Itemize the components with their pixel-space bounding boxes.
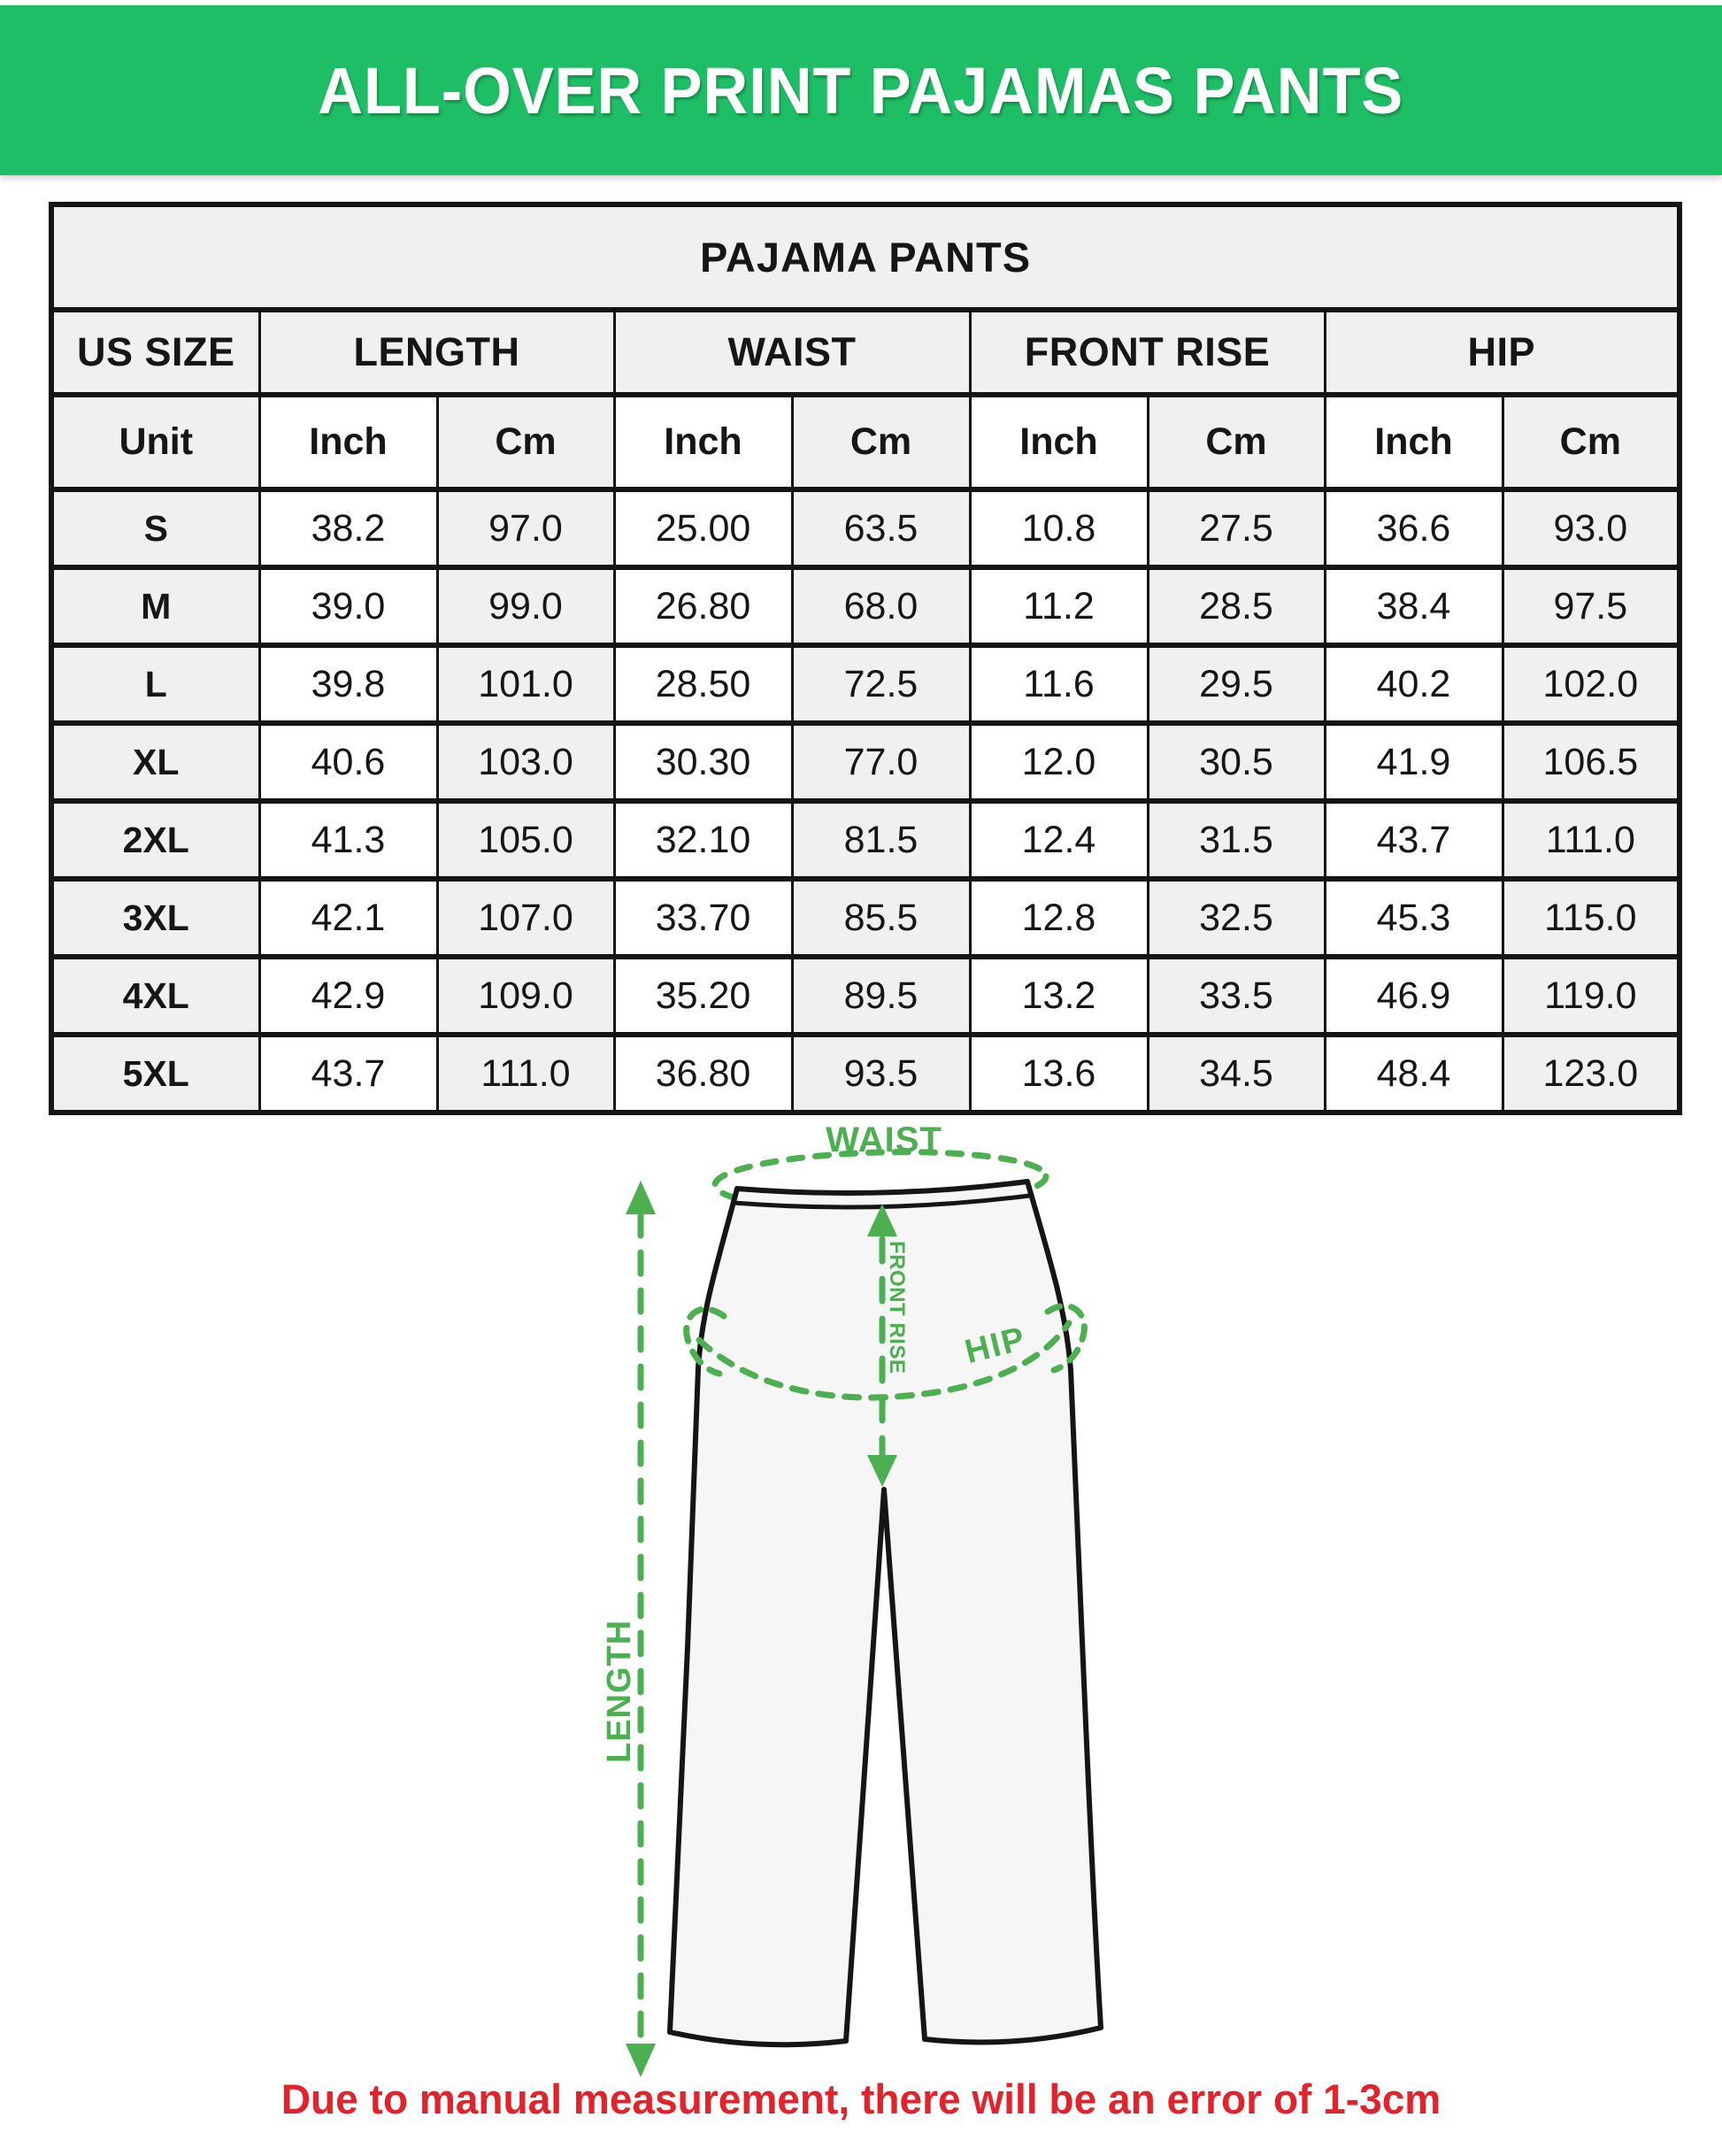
size-cell: 2XL xyxy=(51,801,259,879)
unit-cell: Inch xyxy=(614,395,792,489)
value-cell: 102.0 xyxy=(1503,645,1680,723)
value-cell: 25.00 xyxy=(614,489,792,567)
value-cell: 26.80 xyxy=(614,567,792,645)
value-cell: 43.7 xyxy=(1325,801,1503,879)
unit-cell: Unit xyxy=(51,395,259,489)
value-cell: 30.30 xyxy=(614,723,792,801)
value-cell: 93.0 xyxy=(1503,489,1680,567)
length-arrow-down xyxy=(626,2044,656,2077)
value-cell: 103.0 xyxy=(437,723,614,801)
value-cell: 81.5 xyxy=(792,801,970,879)
value-cell: 11.6 xyxy=(970,645,1148,723)
length-arrow-up xyxy=(626,1181,656,1214)
col-header-hip: HIP xyxy=(1325,310,1680,395)
unit-cell: Inch xyxy=(970,395,1148,489)
unit-cell: Inch xyxy=(259,395,437,489)
value-cell: 43.7 xyxy=(259,1035,437,1113)
value-cell: 89.5 xyxy=(792,957,970,1035)
value-cell: 29.5 xyxy=(1148,645,1325,723)
value-cell: 68.0 xyxy=(792,567,970,645)
value-cell: 48.4 xyxy=(1325,1035,1503,1113)
value-cell: 123.0 xyxy=(1503,1035,1680,1113)
value-cell: 33.70 xyxy=(614,879,792,957)
value-cell: 111.0 xyxy=(1503,801,1680,879)
col-header-front-rise: FRONT RISE xyxy=(970,310,1325,395)
value-cell: 36.6 xyxy=(1325,489,1503,567)
value-cell: 10.8 xyxy=(970,489,1148,567)
value-cell: 105.0 xyxy=(437,801,614,879)
size-cell: M xyxy=(51,567,259,645)
measurement-disclaimer: Due to manual measurement, there will be an error of 1-3cm xyxy=(281,2075,1441,2122)
value-cell: 30.5 xyxy=(1148,723,1325,801)
value-cell: 99.0 xyxy=(437,567,614,645)
value-cell: 13.6 xyxy=(970,1035,1148,1113)
unit-cell: Cm xyxy=(1503,395,1680,489)
value-cell: 63.5 xyxy=(792,489,970,567)
value-cell: 119.0 xyxy=(1503,957,1680,1035)
value-cell: 28.5 xyxy=(1148,567,1325,645)
size-cell: S xyxy=(51,489,259,567)
size-cell: 3XL xyxy=(51,879,259,957)
value-cell: 97.0 xyxy=(437,489,614,567)
value-cell: 38.4 xyxy=(1325,567,1503,645)
size-cell: L xyxy=(51,645,259,723)
value-cell: 109.0 xyxy=(437,957,614,1035)
value-cell: 12.4 xyxy=(970,801,1148,879)
value-cell: 85.5 xyxy=(792,879,970,957)
col-header-us-size: US SIZE xyxy=(51,310,259,395)
unit-cell: Cm xyxy=(437,395,614,489)
value-cell: 27.5 xyxy=(1148,489,1325,567)
value-cell: 33.5 xyxy=(1148,957,1325,1035)
waist-label: WAIST xyxy=(826,1120,942,1159)
value-cell: 13.2 xyxy=(970,957,1148,1035)
value-cell: 46.9 xyxy=(1325,957,1503,1035)
value-cell: 77.0 xyxy=(792,723,970,801)
value-cell: 97.5 xyxy=(1503,567,1680,645)
value-cell: 34.5 xyxy=(1148,1035,1325,1113)
col-header-waist: WAIST xyxy=(614,310,970,395)
value-cell: 41.3 xyxy=(259,801,437,879)
unit-cell: Cm xyxy=(792,395,970,489)
col-header-length: LENGTH xyxy=(259,310,614,395)
value-cell: 40.2 xyxy=(1325,645,1503,723)
size-cell: XL xyxy=(51,723,259,801)
table-title: PAJAMA PANTS xyxy=(51,204,1680,310)
value-cell: 40.6 xyxy=(259,723,437,801)
front-rise-label: FRONT RISE xyxy=(885,1241,909,1374)
unit-cell: Cm xyxy=(1148,395,1325,489)
value-cell: 42.9 xyxy=(259,957,437,1035)
value-cell: 39.8 xyxy=(259,645,437,723)
value-cell: 111.0 xyxy=(437,1035,614,1113)
value-cell: 35.20 xyxy=(614,957,792,1035)
value-cell: 31.5 xyxy=(1148,801,1325,879)
value-cell: 45.3 xyxy=(1325,879,1503,957)
value-cell: 32.5 xyxy=(1148,879,1325,957)
value-cell: 115.0 xyxy=(1503,879,1680,957)
page-title: ALL-OVER PRINT PAJAMAS PANTS xyxy=(318,53,1404,127)
size-cell: 5XL xyxy=(51,1035,259,1113)
value-cell: 12.0 xyxy=(970,723,1148,801)
size-cell: 4XL xyxy=(51,957,259,1035)
value-cell: 106.5 xyxy=(1503,723,1680,801)
unit-cell: Inch xyxy=(1325,395,1503,489)
value-cell: 32.10 xyxy=(614,801,792,879)
value-cell: 93.5 xyxy=(792,1035,970,1113)
value-cell: 42.1 xyxy=(259,879,437,957)
value-cell: 39.0 xyxy=(259,567,437,645)
value-cell: 41.9 xyxy=(1325,723,1503,801)
length-label: LENGTH xyxy=(601,1619,638,1763)
value-cell: 36.80 xyxy=(614,1035,792,1113)
value-cell: 11.2 xyxy=(970,567,1148,645)
value-cell: 101.0 xyxy=(437,645,614,723)
value-cell: 72.5 xyxy=(792,645,970,723)
value-cell: 38.2 xyxy=(259,489,437,567)
value-cell: 12.8 xyxy=(970,879,1148,957)
value-cell: 28.50 xyxy=(614,645,792,723)
value-cell: 107.0 xyxy=(437,879,614,957)
hip-label: HIP xyxy=(961,1320,1030,1372)
